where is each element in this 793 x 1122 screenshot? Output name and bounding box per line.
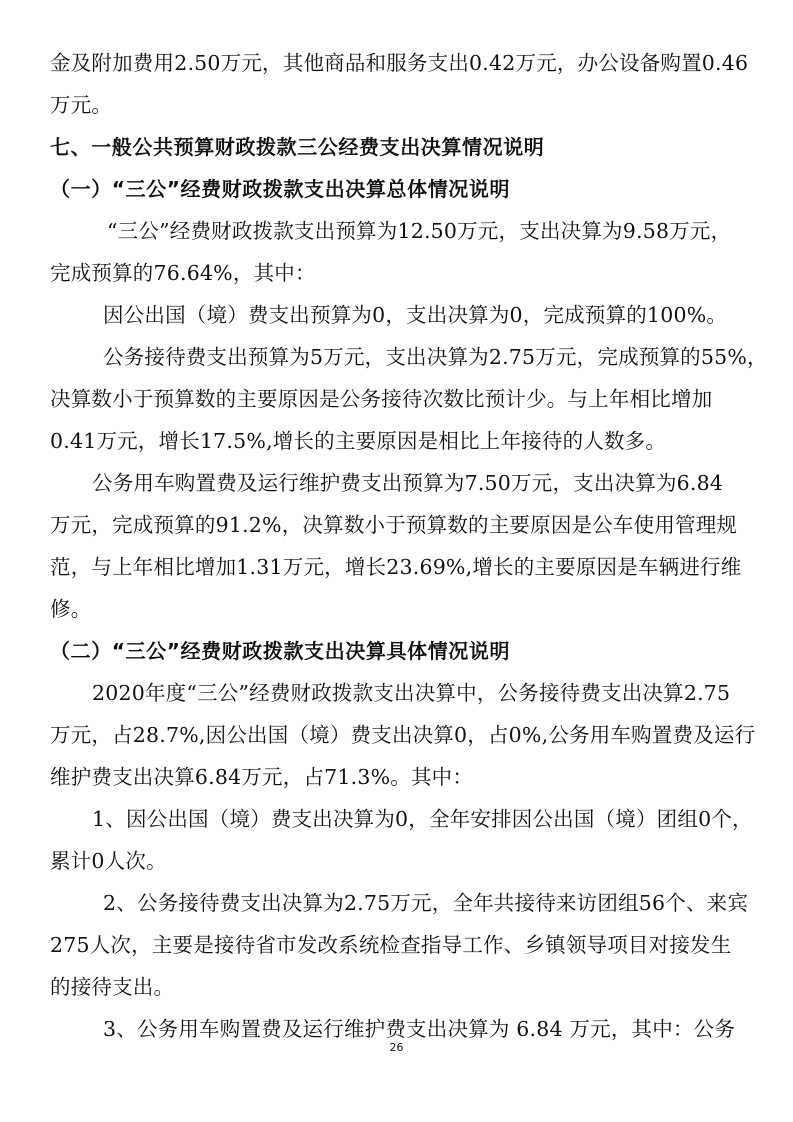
text-line: 完成预算的76.64%，其中： — [50, 261, 316, 285]
page-number: 26 — [389, 1041, 404, 1054]
text-line: 2、公务接待费支出决算为2.75万元，全年共接待来访团组56个、来宾 — [103, 891, 749, 915]
text-line: 决算数小于预算数的主要原因是公务接待次数比预计少。与上年相比增加 — [50, 387, 713, 411]
text-line: 修。 — [50, 597, 92, 621]
subsection-heading: （一）“三公”经费财政拨款支出决算总体情况说明 — [50, 177, 511, 201]
text-line: 万元，完成预算的91.2%，决算数小于预算数的主要原因是公车使用管理规 — [50, 513, 738, 537]
text-line: 维护费支出决算6.84万元，占71.3%。其中： — [50, 765, 474, 789]
text-line: 275人次，主要是接待省市发改系统检查指导工作、乡镇领导项目对接发生 — [50, 933, 732, 957]
text-line: 的接待支出。 — [50, 975, 175, 999]
text-line: 0.41万元，增长17.5%,增长的主要原因是相比上年接待的人数多。 — [50, 429, 667, 453]
text-line: 累计0人次。 — [50, 849, 167, 873]
text-line: 范，与上年相比增加1.31万元，增长23.69%,增长的主要原因是车辆进行维 — [50, 555, 742, 579]
text-line: 金及附加费用2.50万元，其他商品和服务支出0.42万元，办公设备购置0.46 — [50, 51, 749, 75]
text-line: 1、因公出国（境）费支出决算为0，全年安排因公出国（境）团组0个， — [92, 807, 753, 831]
text-line: 2020年度“三公”经费财政拨款支出决算中，公务接待费支出决算2.75 — [92, 681, 731, 705]
text-line: 因公出国（境）费支出预算为0，支出决算为0，完成预算的100%。 — [103, 303, 728, 327]
text-line: 公务用车购置费及运行维护费支出预算为7.50万元，支出决算为6.84 — [92, 471, 724, 495]
subsection-heading: （二）“三公”经费财政拨款支出决算具体情况说明 — [50, 639, 511, 663]
text-line: “三公”经费财政拨款支出预算为12.50万元，支出决算为9.58万元， — [107, 219, 732, 243]
text-line: 万元。 — [50, 93, 113, 117]
text-line: 3、公务用车购置费及运行维护费支出决算为 6.84 万元，其中：公务 — [103, 1017, 736, 1041]
text-line: 公务接待费支出预算为5万元，支出决算为2.75万元，完成预算的55%， — [103, 345, 768, 369]
text-line: 万元，占28.7%,因公出国（境）费支出决算0，占0%,公务用车购置费及运行 — [50, 723, 756, 747]
section-heading: 七、一般公共预算财政拨款三公经费支出决算情况说明 — [50, 135, 545, 159]
